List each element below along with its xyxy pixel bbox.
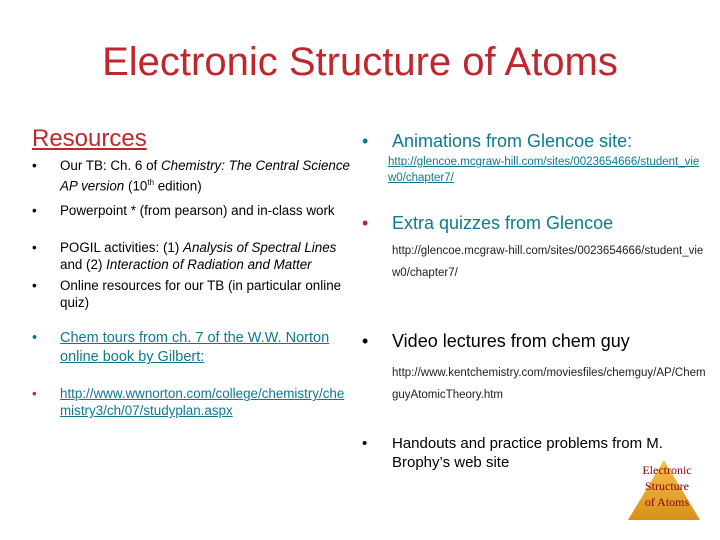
handouts-label: Handouts and practice problems from M. Brophy’s web site [392,435,663,471]
bullet-icon: • [32,240,37,256]
resources-list [32,157,352,419]
chemguy-url[interactable]: http://www.kentchemistry.com/moviesfiles/chemguy/AP/ChemguyAtomicTheory.htm [392,367,706,401]
chem-tours-link[interactable]: Chem tours from ch. 7 of the W.W. Norton online book by Gilbert: [60,330,330,366]
slide-title: Electronic Structure of Atoms [102,40,618,84]
video-lectures-label: Video lectures from chem guy [392,331,630,351]
bullet-icon: • [362,131,369,151]
list-item [362,212,707,284]
list-item: • Our TB: Ch. 6 of Chemistry: The Central Science AP version (10th edition) [32,158,350,194]
bullet-icon: • [32,158,37,173]
norton-url-link[interactable]: http://www.wwnorton.com/college/chemistry/chemistry3/ch/07/studyplan.aspx [60,386,345,419]
list-item[interactable] [32,385,352,419]
slide-badge-text: Electronic Structure of Atoms [642,463,692,509]
online-resources-list [362,130,707,472]
resources-heading: Resources [32,125,147,152]
glencoe-quizzes-label: Extra quizzes from Glencoe [392,213,614,233]
list-item: • Powerpoint * (from pearson) and in-class work [32,203,335,219]
list-item: • Online resources for our TB (in particular online quiz) [32,278,342,311]
bullet-icon: • [362,213,369,233]
list-item [362,130,707,186]
bullet-icon: • [32,203,37,219]
glencoe-animations-url[interactable]: http://glencoe.mcgraw-hill.com/sites/0023654666/student_view0/chapter7/ [388,156,700,184]
online-resources-column [362,130,707,472]
bullet-icon: • [362,331,369,351]
list-item[interactable] [32,329,352,367]
list-item [362,330,707,406]
glencoe-quizzes-url[interactable]: http://glencoe.mcgraw-hill.com/sites/0023654666/student_view0/chapter7/ [392,245,704,279]
bullet-icon: • [32,330,38,347]
bullet-icon: • [32,278,37,294]
list-item: • POGIL activities: (1) Analysis of Spectral Lines and (2) Interaction of Radiation and Matter [32,240,337,273]
bullet-icon: • [362,435,368,452]
glencoe-animations-label: Animations from Glencoe site: [392,131,633,151]
resources-column [32,125,352,419]
bullet-icon: • [32,386,37,402]
